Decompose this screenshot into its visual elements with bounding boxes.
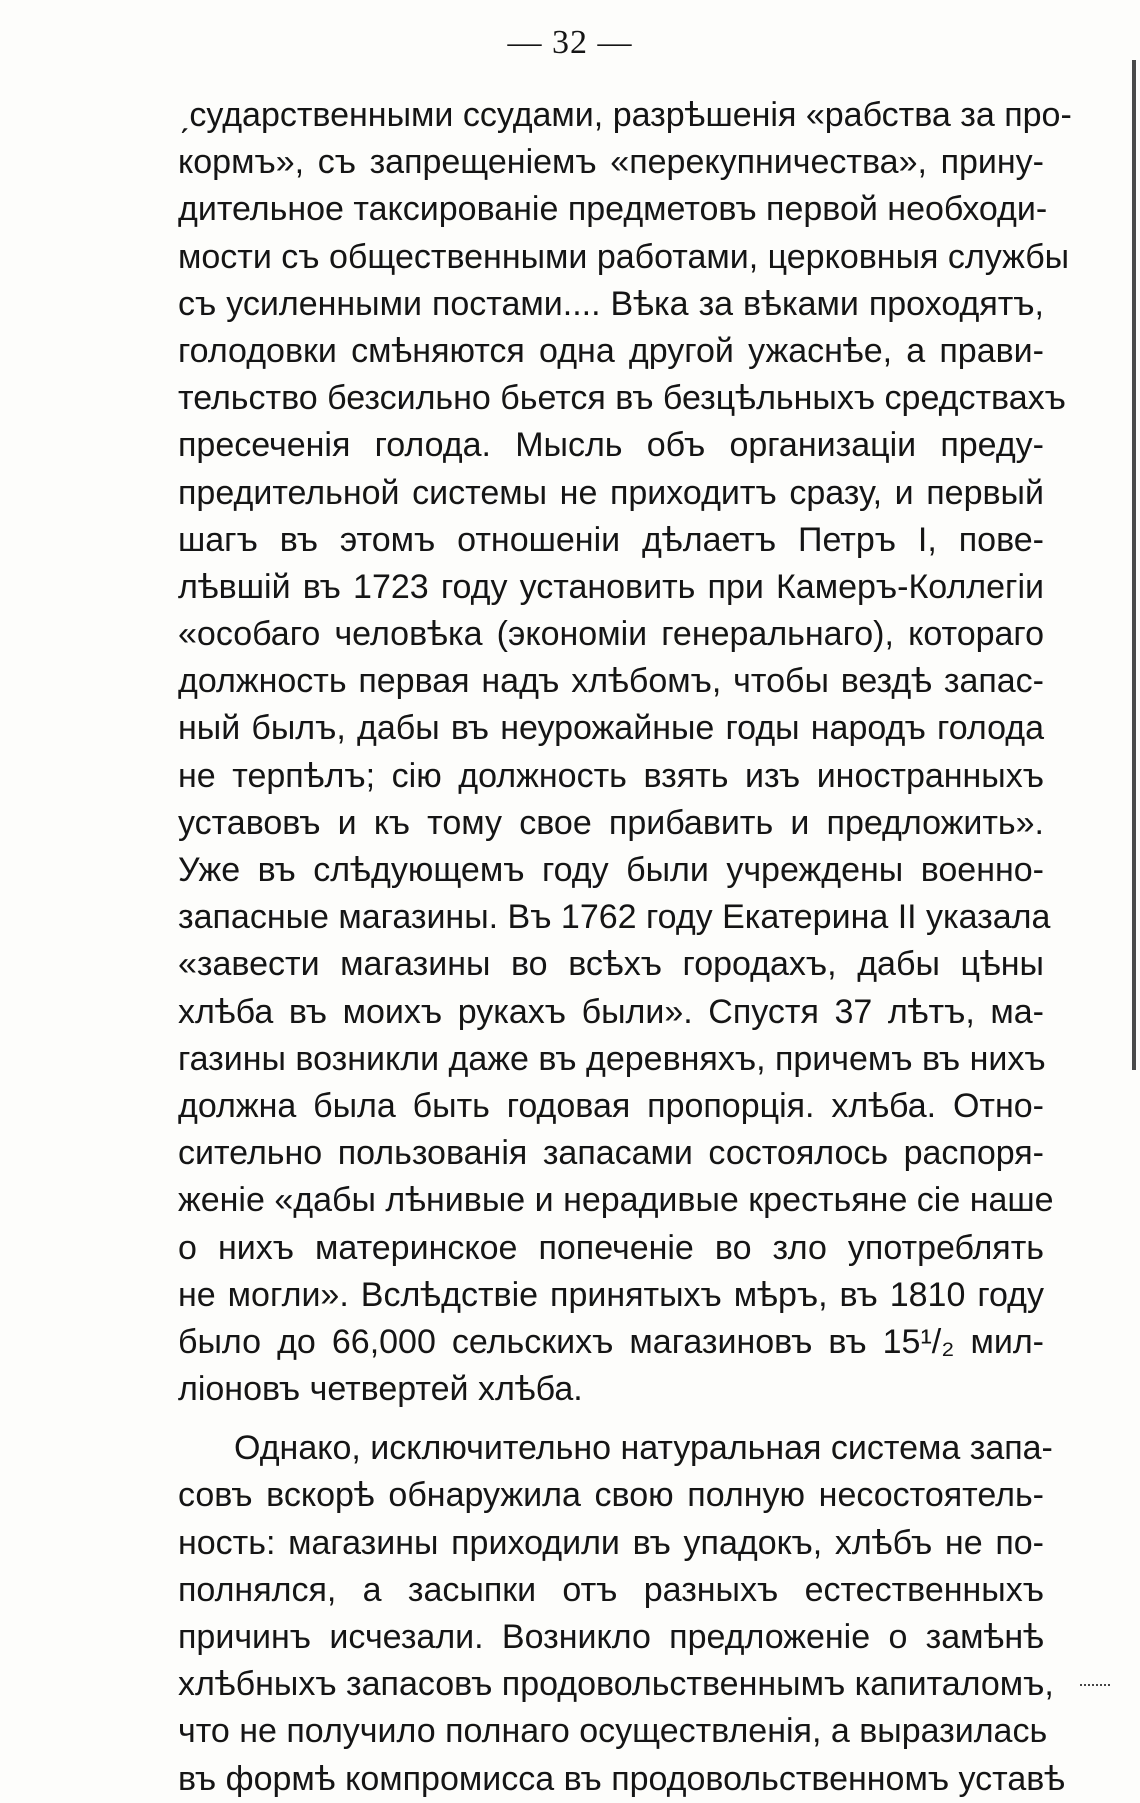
- text-line: что не получило полнаго осуществленія, а выразилась: [178, 1712, 1048, 1751]
- text-line: не могли». Вслѣдствіе принятыхъ мѣръ, въ 1810 году: [178, 1275, 1044, 1314]
- text-line: женіе «дабы лѣнивые и нерадивые крестьяне сіе наше: [178, 1181, 1054, 1220]
- text-line: ный былъ, дабы въ неурожайные годы народъ голода: [178, 709, 1044, 748]
- text-line: хлѣбныхъ запасовъ продовольственнымъ капиталомъ,: [178, 1665, 1054, 1704]
- page-number: — 32 —: [507, 24, 633, 61]
- text-line: мости съ общественными работами, церковныя службы: [178, 237, 1070, 276]
- text-body: [178, 92, 1072, 1803]
- text-line: «завести магазины во всѣхъ городахъ, дабы цѣны: [178, 945, 1044, 984]
- text-line: было до 66,000 сельскихъ магазиновъ въ 15¹/₂ мил-: [178, 1322, 1044, 1361]
- text-line: шагъ въ этомъ отношеніи дѣлаетъ Петръ I, пове-: [178, 520, 1044, 559]
- paragraph-2: [178, 1425, 1066, 1803]
- paragraph-1: [178, 92, 1072, 1413]
- text-line: не терпѣлъ; сію должность взять изъ иностранныхъ: [178, 756, 1044, 795]
- text-line: въ формѣ компромисса въ продовольственномъ уставѣ: [178, 1759, 1066, 1798]
- text-line: должность первая надъ хлѣбомъ, чтобы вездѣ запас-: [178, 662, 1044, 701]
- scan-mark: [1080, 1664, 1110, 1686]
- text-line: лѣвшій въ 1723 году установить при Камеръ-Коллегіи: [178, 567, 1044, 606]
- text-line: полнялся, а засыпки отъ разныхъ естественныхъ: [178, 1570, 1044, 1609]
- text-line: Уже въ слѣдующемъ году были учреждены военно-: [178, 851, 1044, 889]
- text-line: Однако, исключительно натуральная система запа-: [234, 1429, 1053, 1468]
- text-line: кормъ», съ запрещеніемъ «перекупничества», прину-: [178, 143, 1044, 182]
- text-line: «особаго человѣка (экономіи генеральнаго), котораго: [178, 615, 1044, 654]
- text-line: газины возникли даже въ деревняхъ, причемъ въ нихъ: [178, 1039, 1046, 1078]
- text-line: дительное таксированіе предметовъ первой необходи-: [178, 190, 1048, 229]
- page-edge-rule: [1132, 60, 1136, 1070]
- text-line: съ усиленными постами.... Вѣка за вѣками проходятъ,: [178, 284, 1044, 323]
- text-line: хлѣба въ моихъ рукахъ были». Спустя 37 лѣтъ, ма-: [178, 992, 1044, 1031]
- text-line: совъ вскорѣ обнаружила свою полную несостоятель-: [178, 1476, 1044, 1515]
- text-line: голодовки смѣняются одна другой ужаснѣе, а прави-: [178, 331, 1044, 370]
- text-line: тельство безсильно бьется въ безцѣльныхъ средствахъ: [178, 379, 1066, 418]
- text-line: должна была быть годовая пропорція. хлѣба. Отно-: [178, 1086, 1044, 1125]
- text-line: ліоновъ четвертей хлѣба.: [178, 1370, 583, 1409]
- text-line: о нихъ материнское попеченіе во зло употреблять: [178, 1228, 1044, 1267]
- text-line: ˏсударственными ссудами, разрѣшенія «рабства за про-: [178, 96, 1072, 134]
- text-line: сительно пользованія запасами состоялось распоря-: [178, 1134, 1044, 1173]
- text-line: уставовъ и къ тому свое прибавить и предложить».: [178, 803, 1044, 842]
- text-line: ность: магазины приходили въ упадокъ, хлѣбъ не по-: [178, 1523, 1044, 1562]
- text-line: пресеченія голода. Мысль объ организаціи преду-: [178, 426, 1044, 465]
- text-line: запасные магазины. Въ 1762 году Екатерина II указала: [178, 898, 1051, 937]
- text-line: причинъ исчезали. Возникло предложеніе о замѣнѣ: [178, 1618, 1044, 1656]
- text-line: предительной системы не приходитъ сразу, и первый: [178, 473, 1044, 512]
